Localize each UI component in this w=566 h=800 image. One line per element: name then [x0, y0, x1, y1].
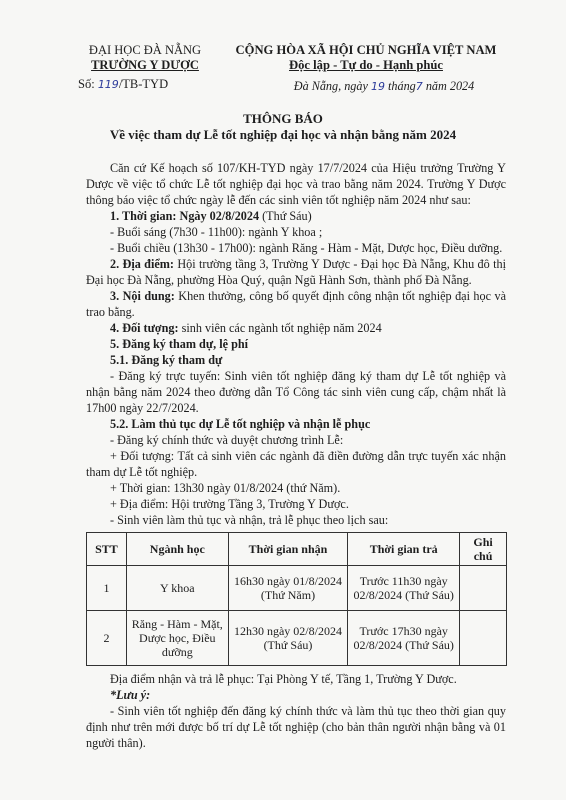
- section-4: [86, 320, 506, 336]
- document-number: [70, 77, 220, 92]
- note-text: - Sinh viên tốt nghiệp đến đăng ký chính thức và làm thủ tục theo thời gian quy định như trên mới được bố trí dự Lễ tốt nghiệp (cho bản thân người nhận bằng và 01 người thân).: [86, 704, 506, 750]
- section-1-heading: [86, 208, 506, 224]
- afternoon-session: - Buổi chiều (13h30 - 17h00): ngành Răng - Hàm - Mặt, Dược học, Điều dưỡng.: [110, 241, 503, 255]
- section-5-1-text: - Đăng ký trực tuyến: Sinh viên tốt nghiệp đăng ký tham dự Lễ tốt nghiệp và nhận bằng năm 2024 theo đường dẫn Tổ Công tác sinh viên cung cấp, chậm nhất là 17h00 ngày 22/7/2024.: [86, 369, 506, 415]
- nation-name: CỘNG HÒA XÃ HỘI CHỦ NGHĨA VIỆT NAM: [235, 43, 497, 57]
- issue-date: [225, 79, 507, 94]
- date-prefix: Đà Nẵng, ngày: [293, 79, 368, 93]
- pickup-location: Địa điểm nhận và trả lễ phục: Tại Phòng Y tế, Tầng 1, Trường Y Dược.: [110, 672, 457, 686]
- school-name: TRƯỜNG Y DƯỢC: [91, 58, 199, 72]
- table-row: [87, 611, 507, 666]
- intro-paragraph: Căn cứ Kế hoạch số 107/KH-TYD ngày 17/7/2024 của Hiệu trưởng Trường Y Dược về việc tổ chức Lễ tốt nghiệp đại học và trao bằng năm 2024. Trường Y Dược thông báo việc tổ chức ngày lễ đến các sinh viên tốt nghiệp năm 2024 như sau:: [86, 161, 506, 207]
- cell-stt: 2: [87, 611, 127, 666]
- section-3: [86, 288, 506, 320]
- section-5-1-heading: 5.1. Đăng ký tham dự: [110, 353, 223, 367]
- university-name: ĐẠI HỌC ĐÀ NẴNG: [88, 43, 202, 57]
- section-4-label: 4. Đối tượng:: [110, 321, 179, 335]
- national-header: [225, 43, 507, 94]
- morning-session: - Buổi sáng (7h30 - 11h00): ngành Y khoa ;: [110, 225, 323, 239]
- cell-major: Răng - Hàm - Mặt, Dược học, Điều dưỡng: [126, 611, 228, 666]
- cell-receive-time: 16h30 ngày 01/8/2024 (Thứ Năm): [228, 566, 348, 611]
- number-suffix: /TB-TYD: [118, 77, 169, 91]
- header-stt: STT: [87, 533, 127, 566]
- header-receive-time: Thời gian nhận: [228, 533, 348, 566]
- national-motto: Độc lập - Tự do - Hạnh phúc: [289, 58, 443, 72]
- section-4-text: sinh viên các ngành tốt nghiệp năm 2024: [178, 321, 382, 335]
- month-handwritten: 7: [415, 80, 423, 93]
- issuer-block: [70, 43, 220, 92]
- number-prefix: Số:: [78, 77, 95, 91]
- document-body: [86, 160, 506, 751]
- table-header-row: [87, 533, 507, 566]
- cell-return-time: Trước 11h30 ngày 02/8/2024 (Thứ Sáu): [348, 566, 460, 611]
- document-subtitle: Về việc tham dự Lễ tốt nghiệp đại học và nhận bằng năm 2024: [109, 127, 457, 142]
- cell-receive-time: 12h30 ngày 02/8/2024 (Thứ Sáu): [228, 611, 348, 666]
- section-2-text: Hội trường tầng 3, Trường Y Dược - Đại học Đà Nẵng, Khu đô thị Đại học Đà Nẵng, phường Hòa Quý, quận Ngũ Hành Sơn, thành phố Đà Nẵng.: [86, 257, 506, 287]
- cell-return-time: Trước 17h30 ngày 02/8/2024 (Thứ Sáu): [348, 611, 460, 666]
- header-note: Ghi chú: [460, 533, 507, 566]
- section-5-2-heading: 5.2. Làm thủ tục dự Lễ tốt nghiệp và nhận lễ phục: [110, 417, 371, 431]
- day-handwritten: 19: [370, 80, 385, 93]
- schedule-intro: - Sinh viên làm thủ tục và nhận, trả lễ phục theo lịch sau:: [110, 513, 389, 527]
- section-1-title: 1. Thời gian: Ngày 02/8/2024: [110, 209, 260, 223]
- section-1-day: (Thứ Sáu): [259, 209, 312, 223]
- section-2-label: 2. Địa điểm:: [110, 257, 174, 271]
- note-label: *Lưu ý:: [110, 688, 151, 702]
- cell-note: [460, 566, 507, 611]
- section-5-heading: 5. Đăng ký tham dự, lệ phí: [110, 337, 249, 351]
- time-line: + Thời gian: 13h30 ngày 01/8/2024 (thứ Năm).: [110, 481, 341, 495]
- number-handwritten: 119: [97, 78, 119, 91]
- header-return-time: Thời gian trả: [348, 533, 460, 566]
- section-3-text: Khen thưởng, công bố quyết định công nhận tốt nghiệp đại học và trao bằng.: [86, 289, 506, 319]
- table-row: [87, 566, 507, 611]
- month-label: tháng: [388, 79, 416, 93]
- cell-stt: 1: [87, 566, 127, 611]
- header-major: Ngành học: [126, 533, 228, 566]
- registration-line: - Đăng ký chính thức và duyệt chương trình Lễ:: [110, 433, 344, 447]
- section-2: [86, 256, 506, 288]
- year-text: năm 2024: [425, 79, 475, 93]
- schedule-table: [86, 532, 507, 666]
- section-3-label: 3. Nội dung:: [110, 289, 175, 303]
- cell-major: Y khoa: [126, 566, 228, 611]
- location-line: + Địa điểm: Hội trường Tầng 3, Trường Y Dược.: [110, 497, 349, 511]
- cell-note: [460, 611, 507, 666]
- document-title: THÔNG BÁO: [243, 111, 323, 126]
- target-line: + Đối tượng: Tất cả sinh viên các ngành đã điền đường dẫn trực tuyến xác nhận tham dự Lễ tốt nghiệp.: [86, 449, 506, 479]
